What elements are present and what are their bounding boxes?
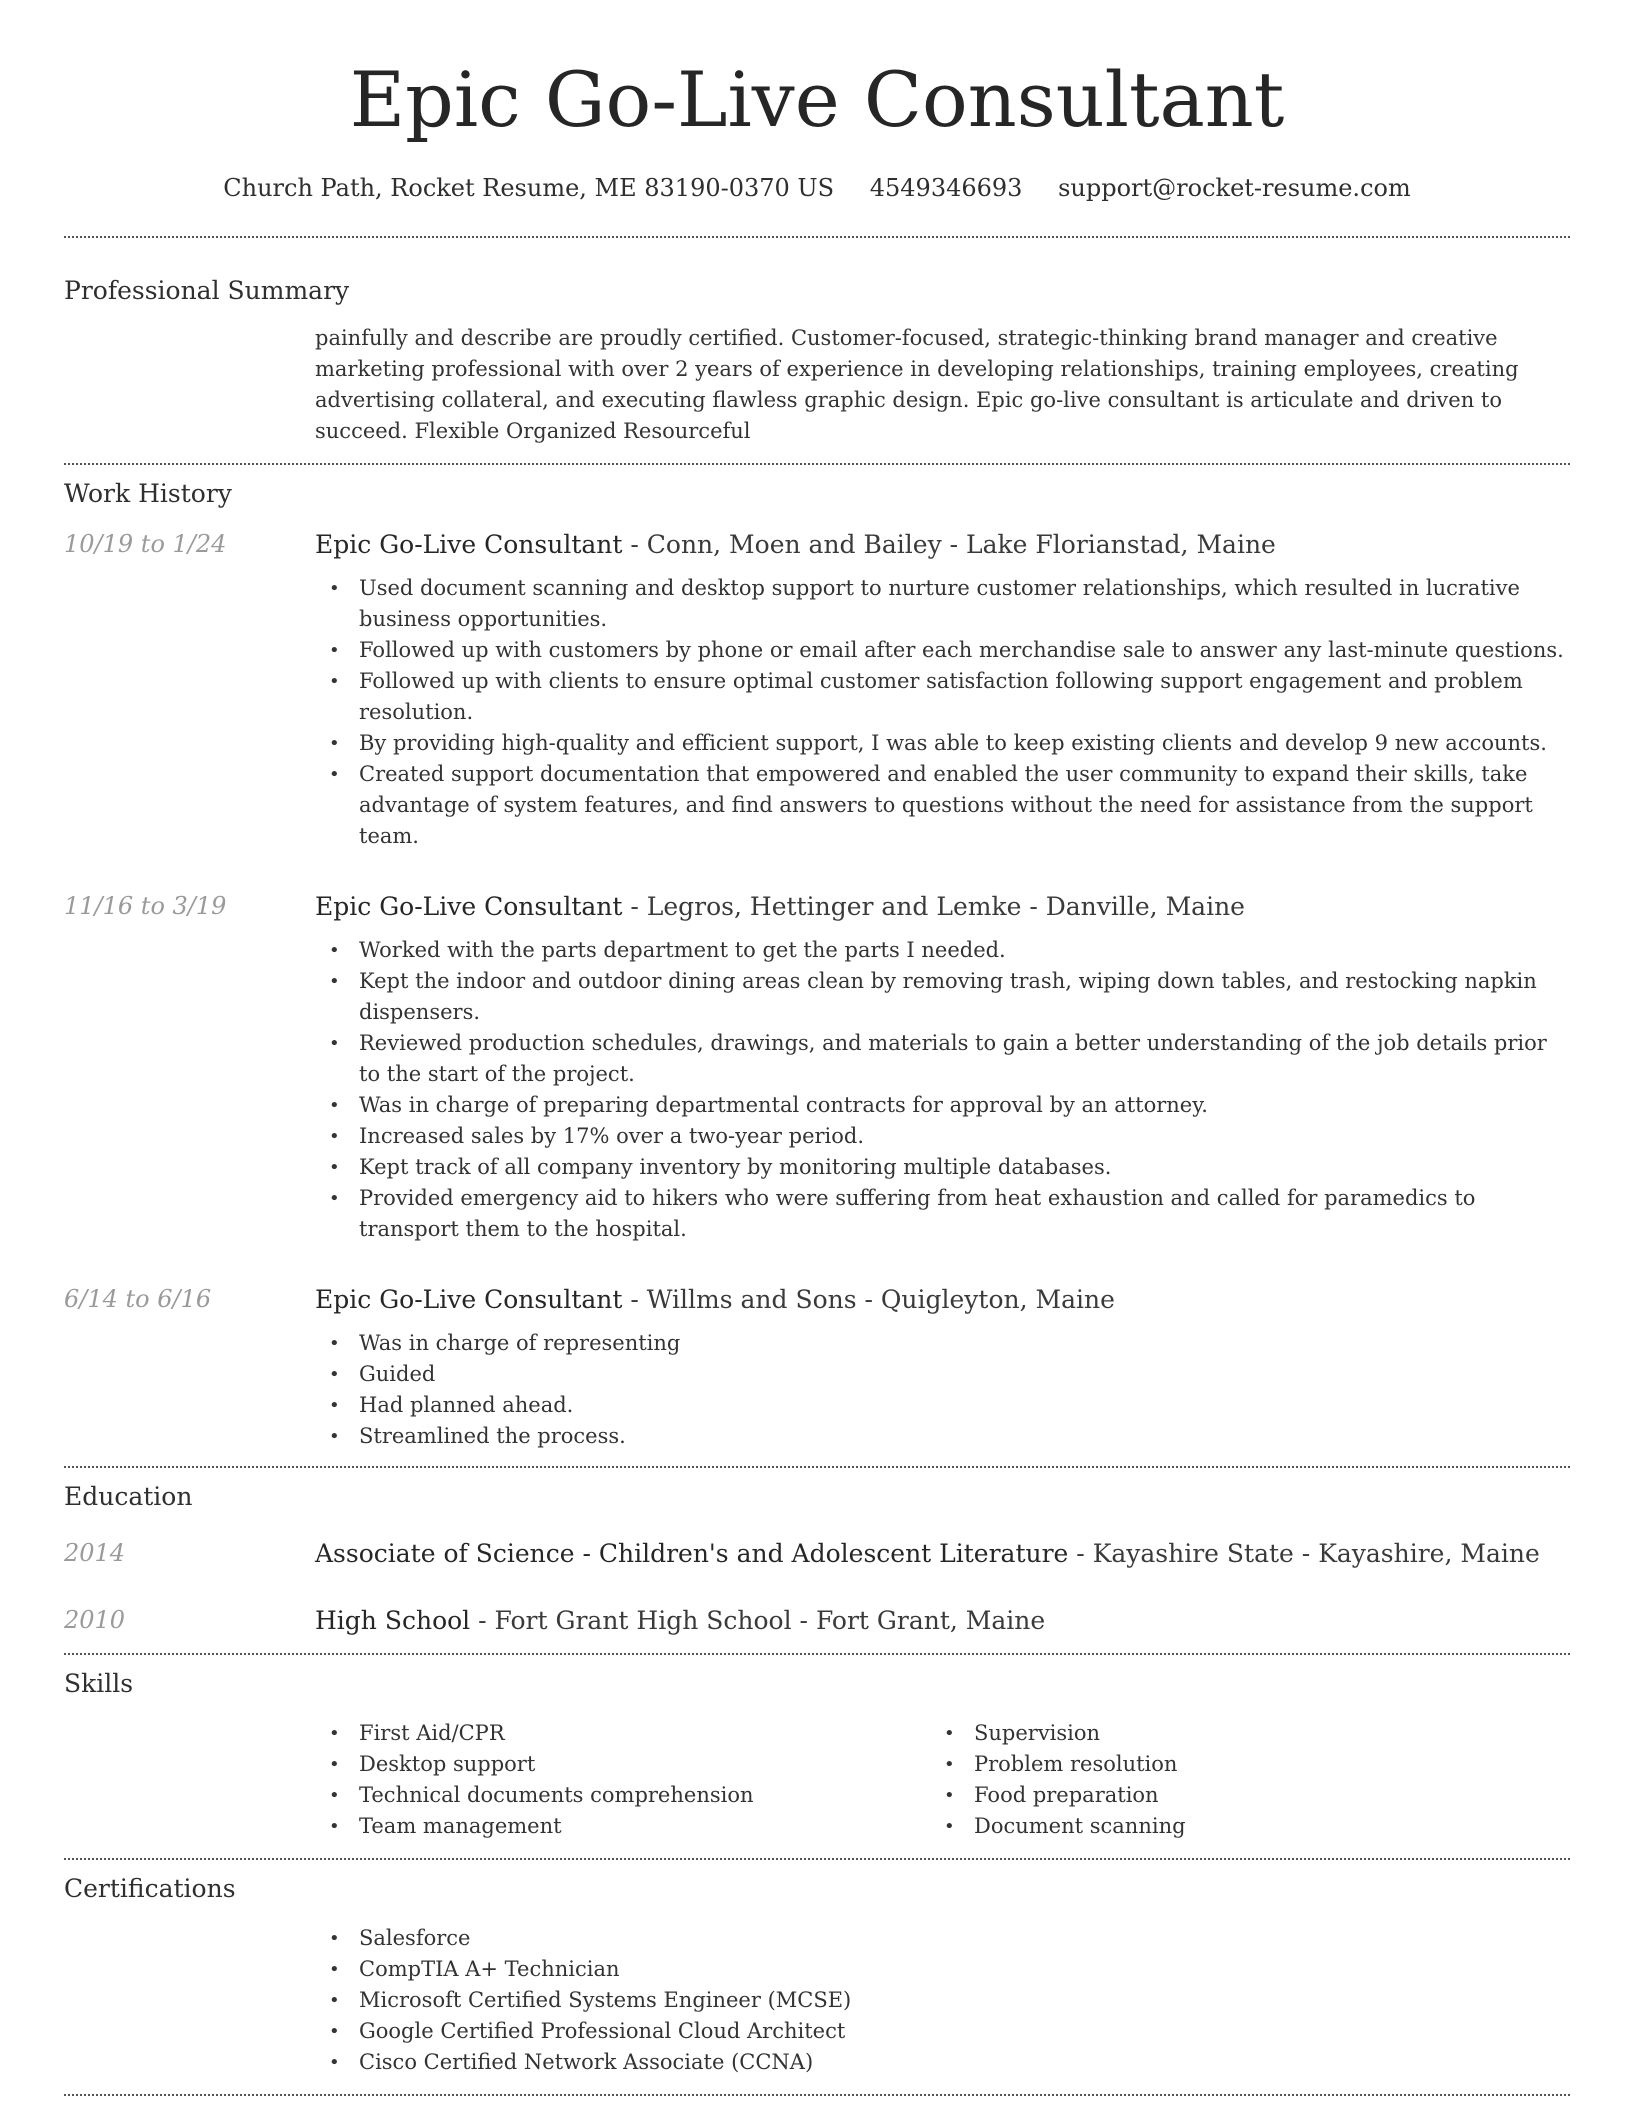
summary-text: painfully and describe are proudly certified. Customer-focused, strategic-thinking brand manager and creative marketing professional with over 2 years of experience in developing relationships, training employees, creating advertising collateral, and executing flawless graphic design. Epic go-live consultant is articulate and driven to succeed. Flexible Organized Resourceful [315,326,1519,443]
education-item [64,1606,1570,1635]
divider [64,463,1570,465]
summary-row [64,323,1570,447]
bullet-item: • Kept the indoor and outdoor dining areas clean by removing trash, wiping down tables, and restocking napkin dispensers. [315,966,1570,1028]
skills-column-right [930,1718,1545,1842]
education-year: 2010 [64,1606,126,1634]
section-heading-education: Education [64,1482,193,1511]
certification-item: • Google Certified Professional Cloud Architect [315,2016,1570,2047]
bullet-item: • Kept track of all company inventory by monitoring multiple databases. [315,1152,1570,1183]
bullet-item: • Provided emergency aid to hikers who were suffering from heat exhaustion and called for paramedics to transport them to the hospital. [315,1183,1570,1245]
job-bullets [315,573,1570,852]
bullet-item: • By providing high-quality and efficient support, I was able to keep existing clients and develop 9 new accounts. [315,728,1570,759]
skills-column-left [315,1718,930,1842]
section-heading-certifications: Certifications [64,1874,236,1903]
bullet-item: • Worked with the parts department to get the parts I needed. [315,935,1570,966]
skill-item: • Technical documents comprehension [315,1780,930,1811]
certification-item: • Cisco Certified Network Associate (CCNA) [315,2047,1570,2078]
skill-item: • Document scanning [930,1811,1545,1842]
skills-list [930,1718,1545,1842]
certification-item: • Microsoft Certified Systems Engineer (MCSE) [315,1985,1570,2016]
certification-item: • Salesforce [315,1923,1570,1954]
job-content [315,1285,1570,1452]
section-heading-summary: Professional Summary [64,276,350,305]
bullet-item: • Streamlined the process. [315,1421,1570,1452]
job-employer-location: - Willms and Sons - Quigleyton, Maine [622,1285,1115,1314]
divider [64,1858,1570,1860]
education-year: 2014 [64,1539,126,1567]
section-heading-work: Work History [64,479,232,508]
bullet-item: • Followed up with clients to ensure optimal customer satisfaction following support engagement and problem resolution. [315,666,1570,728]
education-entry [315,1606,1570,1635]
bullet-item: • Increased sales by 17% over a two-year period. [315,1121,1570,1152]
education-degree: High School [315,1606,471,1635]
contact-address: Church Path, Rocket Resume, ME 83190-0370 US [223,174,835,202]
job-role: Epic Go-Live Consultant [315,530,623,559]
skills-list [315,1718,930,1842]
bullet-item: • Had planned ahead. [315,1390,1570,1421]
job-dates: 11/16 to 3/19 [64,892,227,920]
contact-line [64,174,1570,202]
candidate-name: Epic Go-Live Consultant [349,55,1285,144]
education-details: - Kayashire State - Kayashire, Maine [1068,1539,1540,1568]
bullet-item: • Was in charge of representing [315,1328,1570,1359]
job-entry [64,892,1570,1245]
job-dates: 10/19 to 1/24 [64,530,227,558]
education-degree: Associate of Science - Children's and Adolescent Literature [315,1539,1069,1568]
section-heading-skills: Skills [64,1669,134,1698]
divider [64,1653,1570,1655]
job-entry [64,530,1570,852]
education-item [64,1539,1570,1568]
bullet-item: • Used document scanning and desktop support to nurture customer relationships, which resulted in lucrative business opportunities. [315,573,1570,635]
certification-item: • CompTIA A+ Technician [315,1954,1570,1985]
bullet-item: • Was in charge of preparing departmental contracts for approval by an attorney. [315,1090,1570,1121]
skills-grid [315,1718,1570,1842]
bullet-item: • Reviewed production schedules, drawings, and materials to gain a better understanding of the job details prior to the start of the project. [315,1028,1570,1090]
divider [64,236,1570,238]
certifications-content [315,1923,1570,2078]
education-details: - Fort Grant High School - Fort Grant, Maine [470,1606,1046,1635]
work-history-list [64,530,1570,1452]
skill-item: • Problem resolution [930,1749,1545,1780]
certifications-list [315,1923,1570,2078]
job-role: Epic Go-Live Consultant [315,892,623,921]
bullet-item: • Followed up with customers by phone or email after each merchandise sale to answer any last-minute questions. [315,635,1570,666]
divider [64,1466,1570,1468]
job-role: Epic Go-Live Consultant [315,1285,623,1314]
skill-item: • Food preparation [930,1780,1545,1811]
skill-item: • Desktop support [315,1749,930,1780]
bullet-item: • Guided [315,1359,1570,1390]
education-entry [315,1539,1570,1568]
job-bullets [315,1328,1570,1452]
contact-phone: 4549346693 [869,174,1023,202]
divider [64,2094,1570,2096]
skills-row [64,1718,1570,1842]
contact-email: support@rocket-resume.com [1058,174,1411,202]
job-entry [64,1285,1570,1452]
job-employer-location: - Legros, Hettinger and Lemke - Danville, Maine [622,892,1245,921]
job-dates: 6/14 to 6/16 [64,1285,212,1313]
job-bullets [315,935,1570,1245]
skill-item: • First Aid/CPR [315,1718,930,1749]
certifications-row [64,1923,1570,2078]
bullet-item: • Created support documentation that empowered and enabled the user community to expand their skills, take advantage of system features, and find answers to questions without the need for assistance from the support team. [315,759,1570,852]
job-heading [315,892,1570,921]
resume-page [64,0,1570,2096]
job-content [315,530,1570,852]
job-heading [315,530,1570,559]
job-content [315,892,1570,1245]
skill-item: • Supervision [930,1718,1545,1749]
job-heading [315,1285,1570,1314]
skill-item: • Team management [315,1811,930,1842]
job-employer-location: - Conn, Moen and Bailey - Lake Florianstad, Maine [622,530,1276,559]
